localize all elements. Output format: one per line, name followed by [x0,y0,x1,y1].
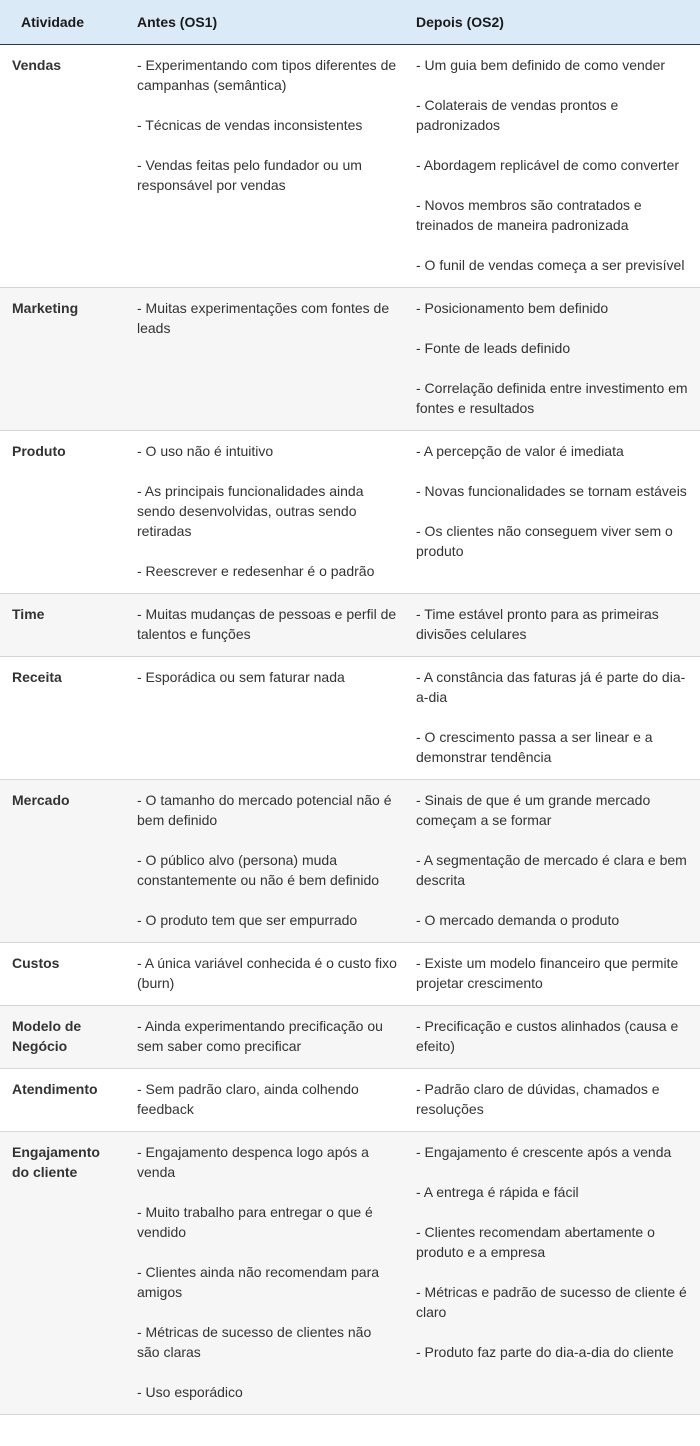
activity-cell: Receita [0,657,126,780]
table-row [0,431,700,594]
antes-item: - Sem padrão claro, ainda colhendo feedback [137,1081,359,1117]
activity-cell: Vendas [0,45,126,288]
depois-cell [405,288,700,431]
table-header [0,0,700,45]
depois-item: - Colaterais de vendas prontos e padronizados [416,97,619,133]
antes-item: - A única variável conhecida é o custo fixo (burn) [137,955,397,991]
depois-item: - A entrega é rápida e fácil [416,1184,579,1200]
depois-cell [405,594,700,657]
table-body [0,45,700,1415]
depois-item: - Existe um modelo financeiro que permite projetar crescimento [416,955,679,991]
depois-item: - Sinais de que é um grande mercado começam a se formar [416,792,651,828]
column-header-antes: Antes (OS1) [126,0,405,45]
antes-item: - Muito trabalho para entregar o que é vendido [137,1204,373,1240]
header-row [0,0,700,45]
antes-item: - Experimentando com tipos diferentes de campanhas (semântica) [137,57,397,93]
table-row [0,1069,700,1132]
depois-cell [405,431,700,594]
depois-item: - A segmentação de mercado é clara e bem descrita [416,852,687,888]
activity-cell: Engajamento do cliente [0,1132,126,1415]
antes-item: - Vendas feitas pelo fundador ou um responsável por vendas [137,157,362,193]
depois-item: - Abordagem replicável de como converter [416,157,680,173]
depois-item: - Correlação definida entre investimento em fontes e resultados [416,380,688,416]
depois-item: - O crescimento passa a ser linear e a demonstrar tendência [416,729,653,765]
depois-item: - O mercado demanda o produto [416,912,620,928]
column-header-depois: Depois (OS2) [405,0,700,45]
depois-item: - A percepção de valor é imediata [416,443,624,459]
activity-cell: Marketing [0,288,126,431]
antes-cell [126,1132,405,1415]
depois-item: - Fonte de leads definido [416,340,571,356]
table-row [0,1132,700,1415]
depois-item: - Novas funcionalidades se tornam estáveis [416,483,687,499]
antes-cell [126,943,405,1006]
table-row [0,657,700,780]
antes-cell [126,1006,405,1069]
antes-item: - Clientes ainda não recomendam para amigos [137,1264,380,1300]
column-header-atividade: Atividade [0,0,126,45]
antes-cell [126,431,405,594]
antes-item: - Técnicas de vendas inconsistentes [137,117,363,133]
antes-item: - As principais funcionalidades ainda sendo desenvolvidas, outras sendo retiradas [137,483,364,539]
antes-cell [126,780,405,943]
activity-cell: Atendimento [0,1069,126,1132]
depois-item: - A constância das faturas já é parte do dia-a-dia [416,669,686,705]
depois-cell [405,1132,700,1415]
antes-item: - Muitas experimentações com fontes de leads [137,300,390,336]
table-row [0,288,700,431]
depois-cell [405,780,700,943]
depois-cell [405,1069,700,1132]
antes-item: - O tamanho do mercado potencial não é bem definido [137,792,392,828]
activity-cell: Custos [0,943,126,1006]
depois-item: - Time estável pronto para as primeiras divisões celulares [416,606,659,642]
depois-item: - Os clientes não conseguem viver sem o produto [416,523,673,559]
antes-item: - O uso não é intuitivo [137,443,274,459]
depois-item: - Padrão claro de dúvidas, chamados e resoluções [416,1081,660,1117]
table-row [0,1006,700,1069]
antes-item: - Engajamento despenca logo após a venda [137,1144,369,1180]
depois-item: - Posicionamento bem definido [416,300,609,316]
depois-cell [405,1006,700,1069]
antes-cell [126,45,405,288]
depois-item: - O funil de vendas começa a ser previsível [416,257,685,273]
antes-item: - O público alvo (persona) muda constantemente ou não é bem definido [137,852,380,888]
depois-item: - Métricas e padrão de sucesso de cliente é claro [416,1284,687,1320]
depois-item: - Precificação e custos alinhados (causa e efeito) [416,1018,679,1054]
depois-item: - Engajamento é crescente após a venda [416,1144,672,1160]
depois-cell [405,45,700,288]
depois-item: - Clientes recomendam abertamente o produto e a empresa [416,1224,655,1260]
table-row [0,45,700,288]
antes-item: - Muitas mudanças de pessoas e perfil de talentos e funções [137,606,397,642]
depois-item: - Um guia bem definido de como vender [416,57,666,73]
activity-cell: Produto [0,431,126,594]
depois-item: - Novos membros são contratados e treinados de maneira padronizada [416,197,642,233]
antes-item: - Métricas de sucesso de clientes não são claras [137,1324,372,1360]
antes-item: - Reescrever e redesenhar é o padrão [137,563,375,579]
depois-item: - Produto faz parte do dia-a-dia do cliente [416,1344,674,1360]
depois-cell [405,943,700,1006]
antes-cell [126,657,405,780]
activity-cell: Time [0,594,126,657]
antes-item: - Ainda experimentando precificação ou sem saber como precificar [137,1018,383,1054]
activity-cell: Modelo de Negócio [0,1006,126,1069]
table-row [0,943,700,1006]
antes-item: - O produto tem que ser empurrado [137,912,358,928]
table-row [0,780,700,943]
antes-cell [126,1069,405,1132]
depois-cell [405,657,700,780]
activity-cell: Mercado [0,780,126,943]
antes-item: - Uso esporádico [137,1384,243,1400]
antes-item: - Esporádica ou sem faturar nada [137,669,345,685]
antes-cell [126,594,405,657]
table-row [0,594,700,657]
antes-cell [126,288,405,431]
